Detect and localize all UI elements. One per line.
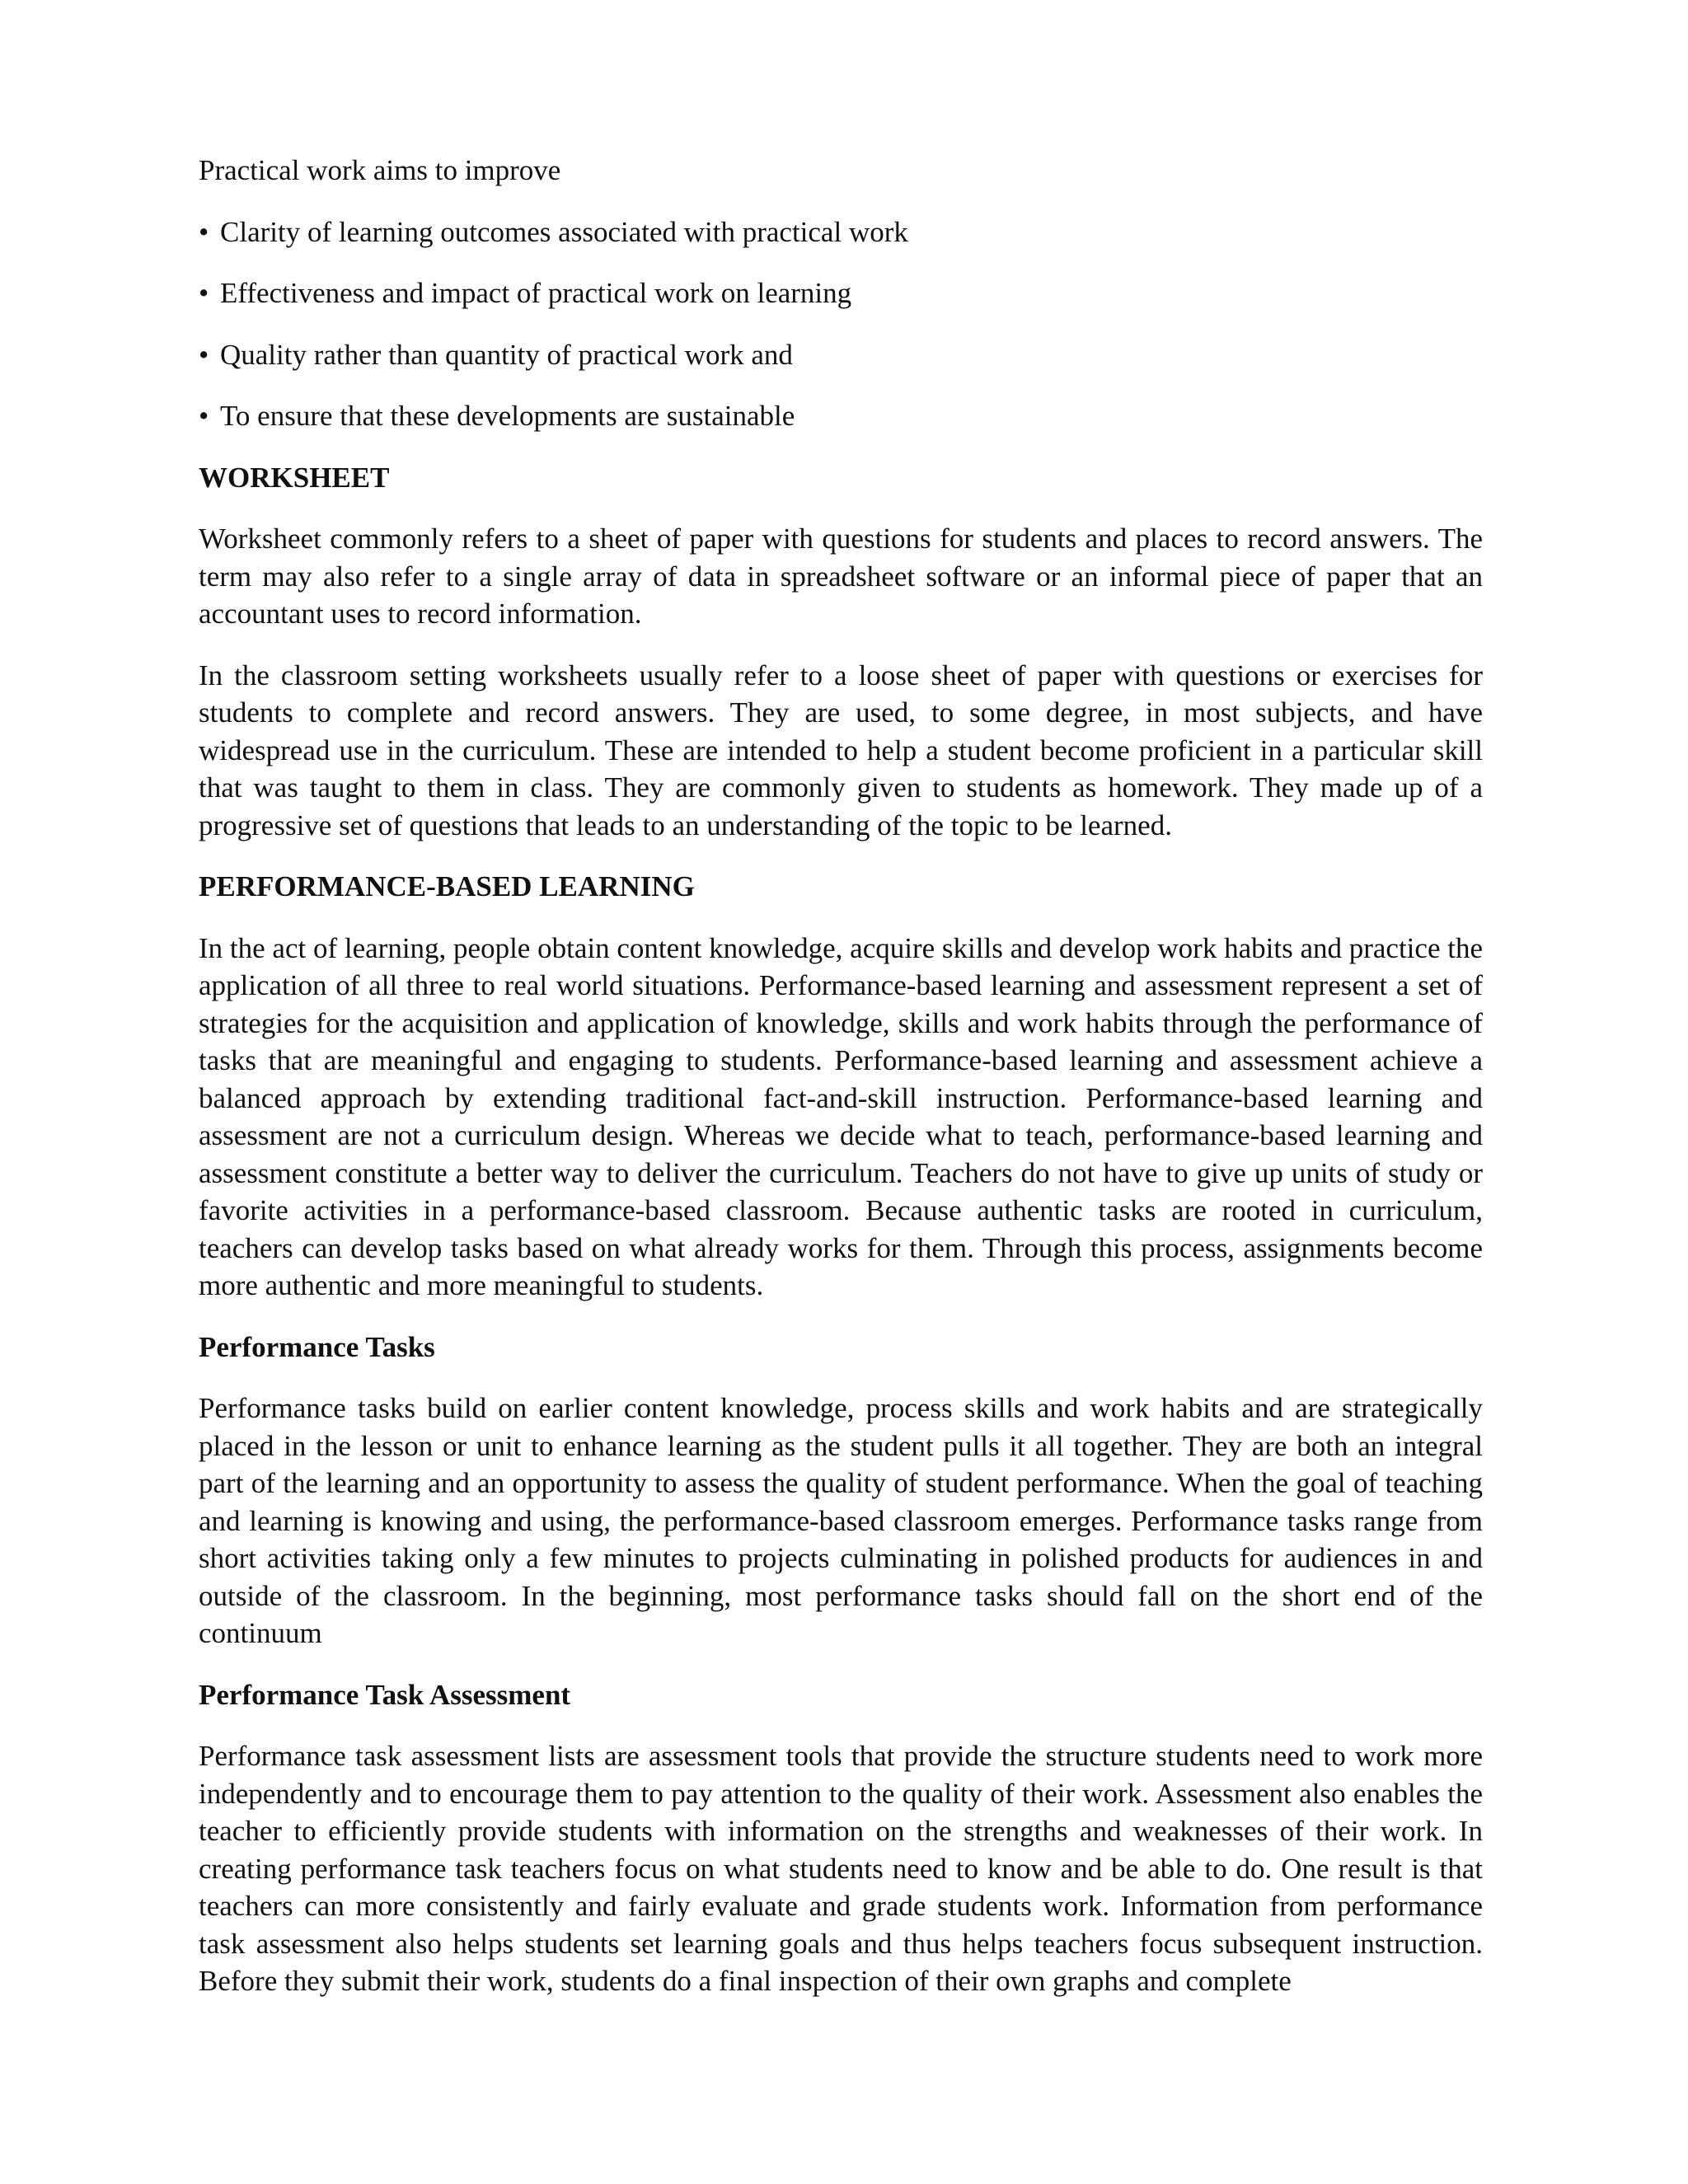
performance-tasks-paragraph: Performance tasks build on earlier content knowledge, process skills and work habits and are strategically placed in the lesson or unit to enhance learning as the student pulls it all together. They are both an integral part of the learning and an opportunity to assess the quality of student performance. When the goal of teaching and learning is knowing and using, the performance-based classroom emerges. Performance tasks range from short activities taking only a few minutes to projects culminating in polished products for audiences in and outside of the classroom. In the beginning, most performance tasks should fall on the short end of the continuum: [199, 1392, 1483, 1649]
document-body: [199, 152, 1483, 2000]
worksheet-heading: WORKSHEET: [199, 461, 390, 494]
list-item: [199, 397, 1483, 435]
performance-task-assessment-heading: Performance Task Assessment: [199, 1678, 571, 1711]
bullet-icon: •: [199, 215, 209, 248]
bullet-icon: •: [199, 338, 209, 371]
bullet-icon: •: [199, 277, 209, 309]
aims-list: [199, 213, 1483, 435]
performance-tasks-heading: Performance Tasks: [199, 1330, 435, 1363]
intro-text: Practical work aims to improve: [199, 154, 561, 186]
pbl-heading: PERFORMANCE-BASED LEARNING: [199, 870, 695, 902]
list-item-text: Effectiveness and impact of practical work on learning: [220, 277, 852, 309]
list-item-text: Clarity of learning outcomes associated with practical work: [220, 215, 908, 248]
bullet-icon: •: [199, 400, 209, 432]
list-item-text: To ensure that these developments are sustainable: [220, 400, 795, 432]
performance-task-assessment-paragraph: Performance task assessment lists are assessment tools that provide the structure students need to work more independently and to encourage them to pay attention to the quality of their work. Assessment also enables the teacher to efficiently provide students with information on the strengths and weaknesses of their work. In creating performance task teachers focus on what students need to know and be able to do. One result is that teachers can more consistently and fairly evaluate and grade students work. Information from performance task assessment also helps students set learning goals and thus helps teachers focus subsequent instruction. Before they submit their work, students do a final inspection of their own graphs and complete: [199, 1740, 1483, 1997]
worksheet-paragraph-1: Worksheet commonly refers to a sheet of paper with questions for students and places to record answers. The term may also refer to a single array of data in spreadsheet software or an informal piece of paper that an accountant uses to record information.: [199, 523, 1483, 630]
pbl-paragraph: In the act of learning, people obtain content knowledge, acquire skills and develop work habits and practice the application of all three to real world situations. Performance-based learning and assessment represent a set of strategies for the acquisition and application of knowledge, skills and work habits through the performance of tasks that are meaningful and engaging to students. Performance-based learning and assessment achieve a balanced approach by extending traditional fact-and-skill instruction. Performance-based learning and assessment are not a curriculum design. Whereas we decide what to teach, performance-based learning and assessment constitute a better way to deliver the curriculum. Teachers do not have to give up units of study or favorite activities in a performance-based classroom. Because authentic tasks are rooted in curriculum, teachers can develop tasks based on what already works for them. Through this process, assignments become more authentic and more meaningful to students.: [199, 931, 1483, 1301]
list-item: [199, 274, 1483, 312]
list-item: [199, 213, 1483, 251]
worksheet-paragraph-2: In the classroom setting worksheets usually refer to a loose sheet of paper with questions or exercises for students to complete and record answers. They are used, to some degree, in most subjects, and have widespread use in the curriculum. These are intended to help a student become proficient in a particular skill that was taught to them in class. They are commonly given to students as homework. They made up of a progressive set of questions that leads to an understanding of the topic to be learned.: [199, 658, 1483, 841]
list-item-text: Quality rather than quantity of practical work and: [220, 338, 793, 371]
list-item: [199, 336, 1483, 374]
